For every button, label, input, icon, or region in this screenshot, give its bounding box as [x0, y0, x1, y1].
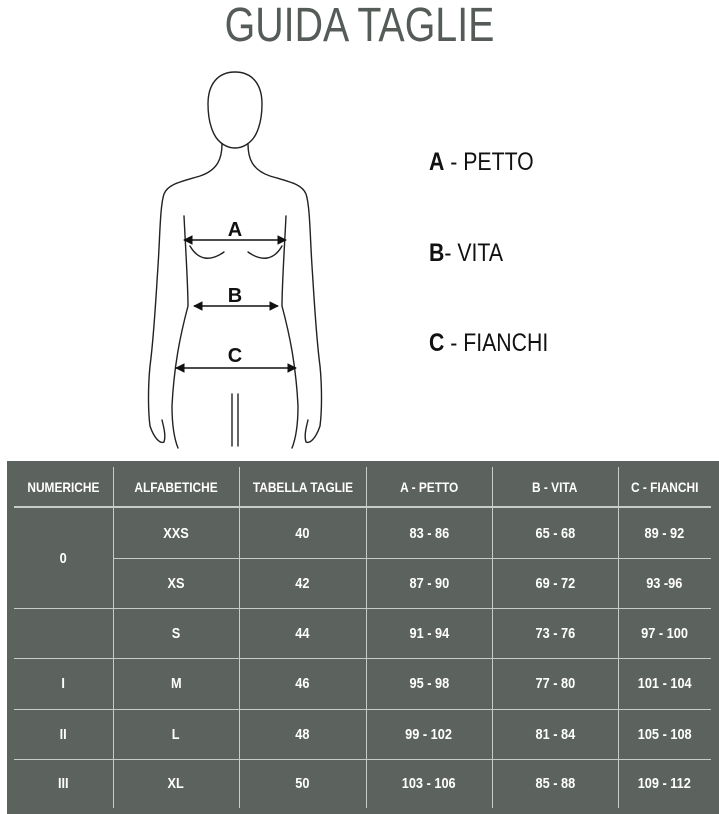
legend-fianchi: C - FIANCHI — [429, 329, 549, 357]
alpha-size-cell: XXS — [113, 507, 239, 559]
petto-cell: 95 - 98 — [366, 659, 492, 709]
petto-cell: 87 - 90 — [366, 559, 492, 609]
alpha-size-cell: L — [113, 709, 239, 759]
header-alfabetiche: ALFABETICHE — [113, 467, 239, 507]
fianchi-cell: 97 - 100 — [618, 609, 711, 659]
header-vita: B - VITA — [492, 467, 618, 507]
label-b: B — [227, 285, 243, 307]
numeric-size-cell: III — [14, 759, 113, 808]
table-row — [14, 609, 711, 659]
vita-cell: 81 - 84 — [492, 709, 618, 759]
vita-cell: 73 - 76 — [492, 609, 618, 659]
header-petto: A - PETTO — [366, 467, 492, 507]
head-outline — [208, 72, 262, 148]
size-cell: 48 — [239, 709, 366, 759]
size-cell: 50 — [239, 759, 366, 808]
size-cell: 46 — [239, 659, 366, 709]
numeric-size-cell: II — [14, 709, 113, 759]
header-tabella-taglie: TABELLA TAGLIE — [239, 467, 366, 507]
fianchi-cell: 109 - 112 — [638, 775, 692, 793]
table-row — [14, 559, 711, 609]
fianchi-cell: 105 - 108 — [618, 709, 711, 759]
petto-cell: 99 - 102 — [366, 709, 492, 759]
label-c: C — [227, 345, 243, 367]
fianchi-cell: 101 - 104 — [618, 659, 711, 709]
alpha-size-cell: XS — [113, 559, 239, 609]
numeric-size-cell: 0 — [14, 507, 113, 609]
size-table-panel — [7, 461, 719, 814]
table-row — [14, 759, 711, 808]
vita-cell: 85 - 88 — [492, 759, 618, 808]
alpha-size-cell: XL — [113, 759, 239, 808]
table-row — [14, 709, 711, 759]
alpha-size-cell: M — [113, 659, 239, 709]
size-cell: 44 — [239, 609, 366, 659]
size-cell: 40 — [239, 507, 366, 559]
vita-cell: 77 - 80 — [492, 659, 618, 709]
size-cell: 42 — [239, 559, 366, 609]
legend-vita: B- VITA — [429, 239, 504, 267]
table-row — [14, 659, 711, 709]
table-row — [14, 507, 711, 559]
numeric-size-cell — [14, 609, 113, 659]
torso-outline — [149, 144, 223, 442]
header-numeriche: NUMERICHE — [14, 467, 113, 507]
alpha-size-cell: S — [113, 609, 239, 659]
table-header-row — [14, 467, 711, 507]
fianchi-cell: 89 - 92 — [618, 507, 711, 559]
page-title: GUIDA TAGLIE — [224, 0, 495, 52]
petto-cell: 91 - 94 — [366, 609, 492, 659]
body-measurement-figure — [140, 66, 340, 450]
vita-cell: 65 - 68 — [492, 507, 618, 559]
petto-cell: 83 - 86 — [366, 507, 492, 559]
vita-cell: 69 - 72 — [492, 559, 618, 609]
size-table — [14, 467, 711, 808]
legend-petto: A - PETTO — [429, 148, 534, 176]
label-a: A — [227, 219, 243, 241]
header-fianchi: C - FIANCHI — [618, 467, 711, 507]
fianchi-cell: 93 -96 — [618, 559, 711, 609]
numeric-size-cell: I — [14, 659, 113, 709]
petto-cell: 103 - 106 — [366, 759, 492, 808]
